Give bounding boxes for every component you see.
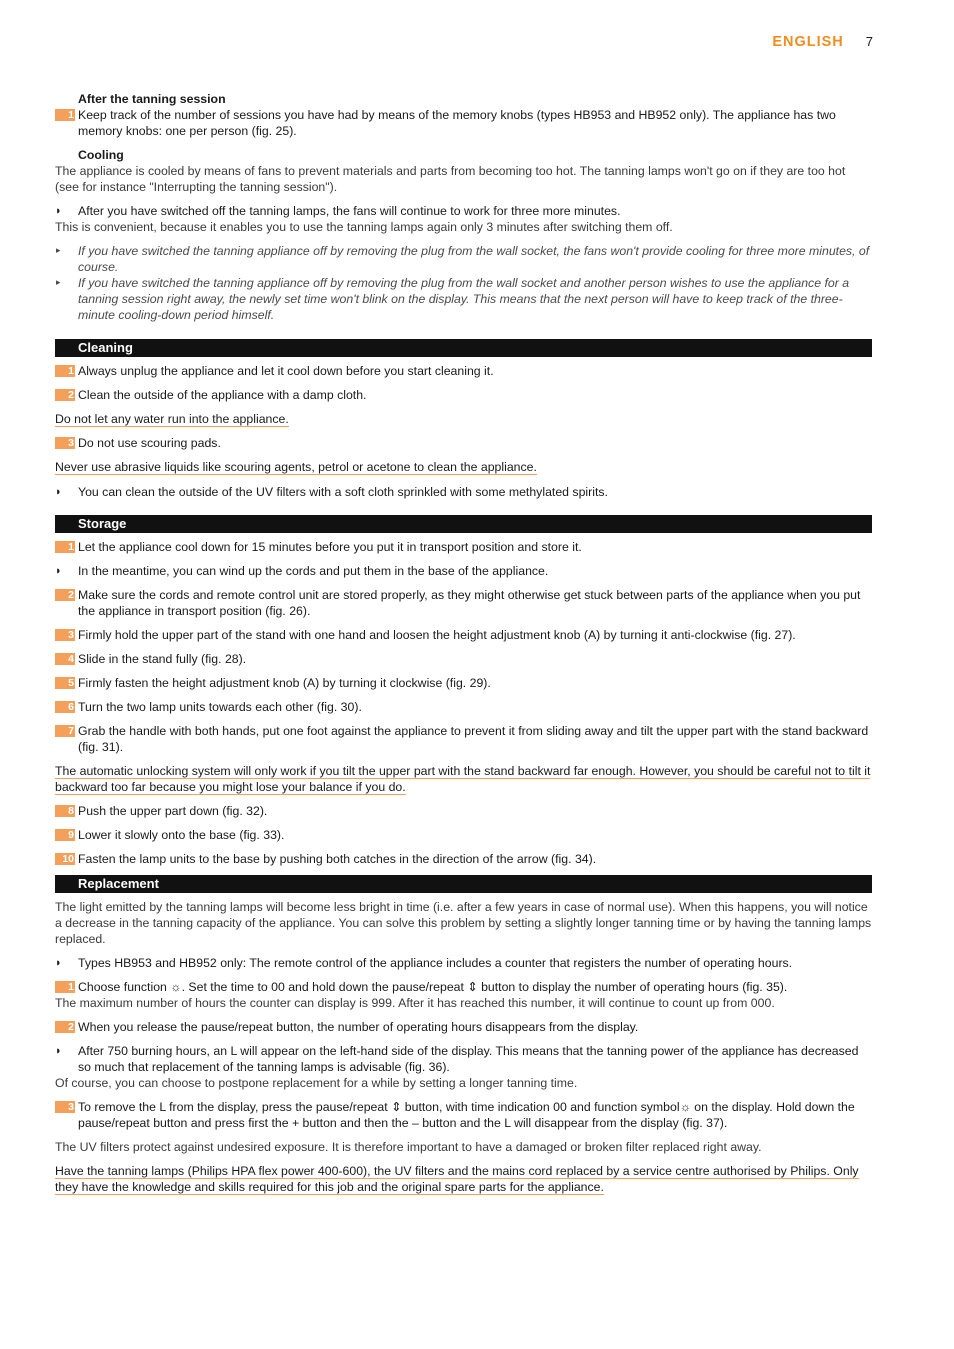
step-text: Turn the two lamp units towards each other (fig. 30). (78, 700, 362, 714)
replacement-warning-1 (55, 1163, 872, 1195)
storage-step-4 (55, 651, 872, 667)
warning-text: Never use abrasive liquids like scouring agents, petrol or acetone to clean the appliance. (55, 460, 537, 474)
step-number-badge: 1 (55, 541, 75, 553)
replacement-para-4: The UV filters protect against undesired exposure. It is therefore important to have a damaged or broken filter replaced right away. (55, 1140, 762, 1154)
page-number: 7 (865, 34, 873, 49)
replacement-para-2: The maximum number of hours the counter can display is 999. After it has reached this number, it will continue to count up from 000. (55, 996, 775, 1010)
step-number-badge: 3 (55, 437, 75, 449)
step-text: Firmly hold the upper part of the stand with one hand and loosen the height adjustment knob (A) by turning it anti-clockwise (fig. 27). (78, 628, 796, 642)
cleaning-warning-2 (55, 459, 872, 475)
storage-step-7 (55, 723, 872, 755)
section-bar-cleaning: Cleaning (55, 339, 872, 357)
step-text-c: on the display. Hold down the pause/repeat button and press first the + button and then the – button and the L will disappear from the display (fig. 37). (78, 1100, 855, 1130)
bullet-icon: ◗ (55, 486, 62, 498)
sun-icon: ☼ (170, 980, 182, 994)
step-text-a: Choose function (78, 980, 171, 994)
after-session-heading: After the tanning session (78, 92, 226, 106)
step-number-badge: 5 (55, 677, 75, 689)
step-text: Always unplug the appliance and let it cool down before you start cleaning it. (78, 364, 494, 378)
cleaning-step-1 (55, 363, 872, 379)
storage-step-5 (55, 675, 872, 691)
step-text-c: button to display the number of operating hours (fig. 35). (477, 980, 788, 994)
step-text: Slide in the stand fully (fig. 28). (78, 652, 247, 666)
storage-step-10 (55, 851, 872, 867)
bullet-text: In the meantime, you can wind up the cords and put them in the base of the appliance. (78, 564, 549, 578)
cleaning-step-2 (55, 387, 872, 403)
section-bar-storage: Storage (55, 515, 872, 533)
section-bar-replacement: Replacement (55, 875, 872, 893)
replacement-bullet-2 (55, 1043, 872, 1075)
step-text-a: To remove the L from the display, press the pause/repeat (78, 1100, 392, 1114)
step-number-badge: 7 (55, 725, 75, 737)
storage-step-9 (55, 827, 872, 843)
replacement-step-3 (55, 1099, 872, 1131)
replacement-para-1: The light emitted by the tanning lamps will become less bright in time (i.e. after a few years in case of normal use). When this happens, you will notice a decrease in the tanning capacity of the appliance. You can solve this problem by setting a slightly longer tanning time or by having the tanning lamps replaced. (55, 900, 872, 946)
cleaning-warning-1 (55, 411, 872, 427)
cleaning-bullet-1 (55, 484, 872, 500)
step-number-badge: 10 (55, 853, 75, 865)
pause-repeat-icon: ⇕ (467, 980, 478, 994)
bullet-icon: ◗ (55, 565, 62, 577)
manual-content (55, 91, 872, 1195)
step-number-badge: 2 (55, 389, 75, 401)
page-header (772, 34, 873, 50)
step-text: Clean the outside of the appliance with a damp cloth. (78, 388, 367, 402)
step-text: Firmly fasten the height adjustment knob (A) by turning it clockwise (fig. 29). (78, 676, 491, 690)
step-number-badge: 6 (55, 701, 75, 713)
bullet-text: After 750 burning hours, an L will appear on the left-hand side of the display. This means that the tanning power of the appliance has decreased so much that replacement of the tanning lamps is advisable (fig. 36). (78, 1044, 859, 1074)
cooling-para-1: The appliance is cooled by means of fans to prevent materials and parts from becoming too hot. The tanning lamps won't go on if they are too hot (see for instance "Interrupting the tanning session"). (55, 164, 846, 194)
tip-arrow-icon: ▸ (56, 245, 61, 255)
step-number-badge: 1 (55, 109, 75, 121)
step-text: Do not use scouring pads. (78, 436, 221, 450)
tip-text: If you have switched the tanning appliance off by removing the plug from the wall socket, the fans won't provide cooling for three more minutes, of course. (78, 244, 870, 274)
pause-repeat-icon: ⇕ (391, 1100, 402, 1114)
step-text: Fasten the lamp units to the base by pushing both catches in the direction of the arrow (fig. 34). (78, 852, 597, 866)
step-number-badge: 8 (55, 805, 75, 817)
storage-step-6 (55, 699, 872, 715)
storage-warning-1 (55, 763, 872, 795)
storage-step-3 (55, 627, 872, 643)
step-text: When you release the pause/repeat button, the number of operating hours disappears from the display. (78, 1020, 639, 1034)
tip-text: If you have switched the tanning appliance off by removing the plug from the wall socket and another person wishes to use the appliance for a tanning session right away, the newly set time won't blink on the display. This means that the next person will have to keep track of the three-minute cooling-down period himself. (78, 276, 850, 322)
warning-text: Do not let any water run into the appliance. (55, 412, 289, 426)
storage-step-2 (55, 587, 872, 619)
cooling-tip-1 (55, 243, 872, 275)
tip-arrow-icon: ▸ (56, 277, 61, 287)
cooling-para-2: This is convenient, because it enables you to use the tanning lamps again only 3 minutes after switching them off. (55, 220, 673, 234)
step-number-badge: 1 (55, 981, 75, 993)
replacement-step-1 (55, 979, 872, 995)
cleaning-step-3 (55, 435, 872, 451)
step-number-badge: 3 (55, 1101, 75, 1113)
bullet-icon: ◗ (55, 957, 62, 969)
replacement-para-3: Of course, you can choose to postpone replacement for a while by setting a longer tanning time. (55, 1076, 578, 1090)
step-number-badge: 1 (55, 365, 75, 377)
bullet-icon: ◗ (55, 1045, 62, 1057)
bullet-text: After you have switched off the tanning lamps, the fans will continue to work for three more minutes. (78, 204, 621, 218)
step-number-badge: 4 (55, 653, 75, 665)
after-session-step-1 (55, 107, 872, 139)
warning-text: The automatic unlocking system will only work if you tilt the upper part with the stand backward far enough. However, you should be careful not to tilt it backward too far because you might lose your balance if you do. (55, 764, 871, 794)
language-label: ENGLISH (772, 34, 844, 50)
step-number-badge: 2 (55, 589, 75, 601)
sun-icon: ☼ (679, 1100, 691, 1114)
bullet-text: You can clean the outside of the UV filters with a soft cloth sprinkled with some methylated spirits. (78, 485, 608, 499)
warning-text: Have the tanning lamps (Philips HPA flex power 400-600), the UV filters and the mains cord replaced by a service centre authorised by Philips. Only they have the knowledge and skills required for this job and the original spare parts for the appliance. (55, 1164, 859, 1194)
replacement-step-2 (55, 1019, 872, 1035)
step-text: Grab the handle with both hands, put one foot against the appliance to prevent it from sliding away and tilt the upper part with the stand backward (fig. 31). (78, 724, 869, 754)
bullet-icon: ◗ (55, 205, 62, 217)
step-text-b: . Set the time to 00 and hold down the pause/repeat (181, 980, 468, 994)
cooling-heading: Cooling (78, 148, 124, 162)
storage-step-8 (55, 803, 872, 819)
bullet-text: Types HB953 and HB952 only: The remote control of the appliance includes a counter that registers the number of operating hours. (78, 956, 793, 970)
storage-bullet-1 (55, 563, 872, 579)
step-number-badge: 9 (55, 829, 75, 841)
storage-step-1 (55, 539, 872, 555)
cooling-bullet-1 (55, 203, 872, 219)
step-number-badge: 2 (55, 1021, 75, 1033)
step-text: Make sure the cords and remote control unit are stored properly, as they might otherwise get stuck between parts of the appliance when you put the appliance in transport position (fig. 26). (78, 588, 861, 618)
step-text: Push the upper part down (fig. 32). (78, 804, 268, 818)
step-text: Lower it slowly onto the base (fig. 33). (78, 828, 285, 842)
step-text: Let the appliance cool down for 15 minutes before you put it in transport position and store it. (78, 540, 582, 554)
replacement-bullet-1 (55, 955, 872, 971)
step-text: Keep track of the number of sessions you have had by means of the memory knobs (types HB953 and HB952 only). The appliance has two memory knobs: one per person (fig. 25). (78, 108, 836, 138)
cooling-tip-2 (55, 275, 872, 323)
step-text-b: button, with time indication 00 and function symbol (401, 1100, 680, 1114)
step-number-badge: 3 (55, 629, 75, 641)
